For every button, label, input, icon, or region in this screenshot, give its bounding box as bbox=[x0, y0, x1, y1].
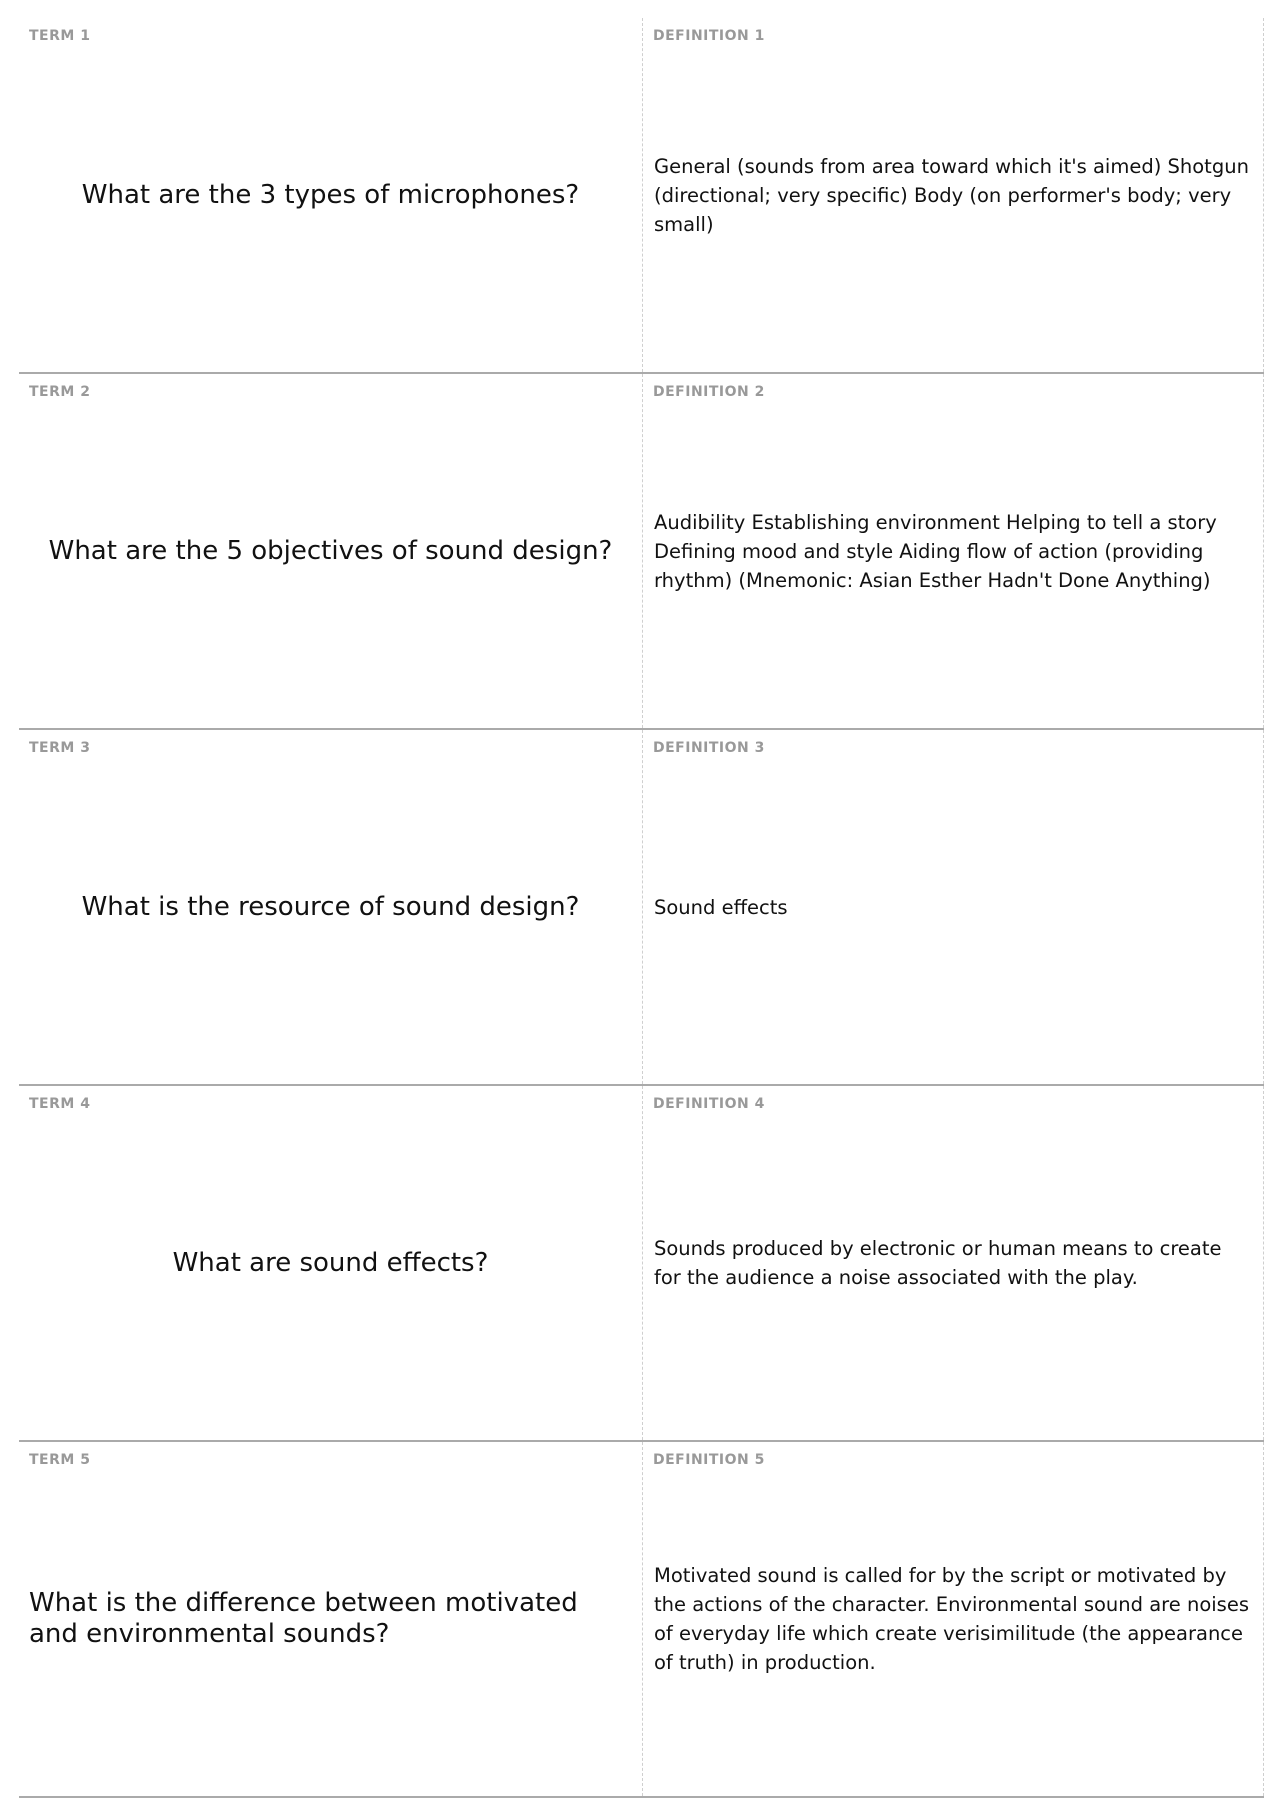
definition-label: DEFINITION 4 bbox=[653, 1096, 765, 1112]
term-label: TERM 4 bbox=[29, 1096, 91, 1112]
card-row-4 bbox=[19, 1086, 1264, 1442]
term-text: What are sound effects? bbox=[172, 1247, 489, 1278]
definition-cell-4 bbox=[643, 1086, 1264, 1440]
definition-body: General (sounds from area toward which it's aimed) Shotgun (directional; very specific) Body (on performer's body; very small) bbox=[654, 154, 1249, 236]
term-cell-2 bbox=[19, 374, 643, 728]
term-label: TERM 3 bbox=[29, 740, 91, 756]
term-cell-4 bbox=[19, 1086, 643, 1440]
term-text: What is the resource of sound design? bbox=[81, 891, 580, 922]
flashcard-sheet bbox=[19, 18, 1264, 1798]
term-label: TERM 1 bbox=[29, 28, 91, 44]
card-row-2 bbox=[19, 374, 1264, 730]
term-text: What is the difference between motivated and environmental sounds? bbox=[29, 1588, 578, 1649]
definition-text bbox=[654, 18, 1253, 372]
term-label: TERM 5 bbox=[29, 1452, 91, 1468]
definition-cell-5 bbox=[643, 1442, 1264, 1796]
term-cell-3 bbox=[19, 730, 643, 1084]
definition-text bbox=[654, 730, 1253, 1084]
definition-cell-2 bbox=[643, 374, 1264, 728]
definition-label: DEFINITION 1 bbox=[653, 28, 765, 44]
card-row-3 bbox=[19, 730, 1264, 1086]
definition-label: DEFINITION 5 bbox=[653, 1452, 765, 1468]
card-row-5 bbox=[19, 1442, 1264, 1798]
definition-body: Audibility Establishing environment Helping to tell a story Defining mood and style Aiding flow of action (providing rhythm) (Mnemonic: Asian Esther Hadn't Done Anything) bbox=[654, 510, 1217, 592]
term-cell-5 bbox=[19, 1442, 643, 1796]
definition-body: Motivated sound is called for by the script or motivated by the actions of the character. Environmental sound are noises of everyday life which create verisimilitude (the appearance of truth) in production. bbox=[654, 1564, 1249, 1674]
term-text: What are the 5 objectives of sound design? bbox=[48, 535, 613, 566]
term-cell-1 bbox=[19, 18, 643, 372]
definition-cell-1 bbox=[643, 18, 1264, 372]
definition-label: DEFINITION 2 bbox=[653, 384, 765, 400]
definition-label: DEFINITION 3 bbox=[653, 740, 765, 756]
definition-text bbox=[654, 1442, 1253, 1796]
definition-text bbox=[654, 1086, 1253, 1440]
definition-cell-3 bbox=[643, 730, 1264, 1084]
term-label: TERM 2 bbox=[29, 384, 91, 400]
term-text: What are the 3 types of microphones? bbox=[81, 179, 580, 210]
card-row-1 bbox=[19, 18, 1264, 374]
definition-text bbox=[654, 374, 1253, 728]
definition-body: Sounds produced by electronic or human means to create for the audience a noise associated with the play. bbox=[654, 1237, 1222, 1289]
definition-body: Sound effects bbox=[654, 895, 788, 919]
